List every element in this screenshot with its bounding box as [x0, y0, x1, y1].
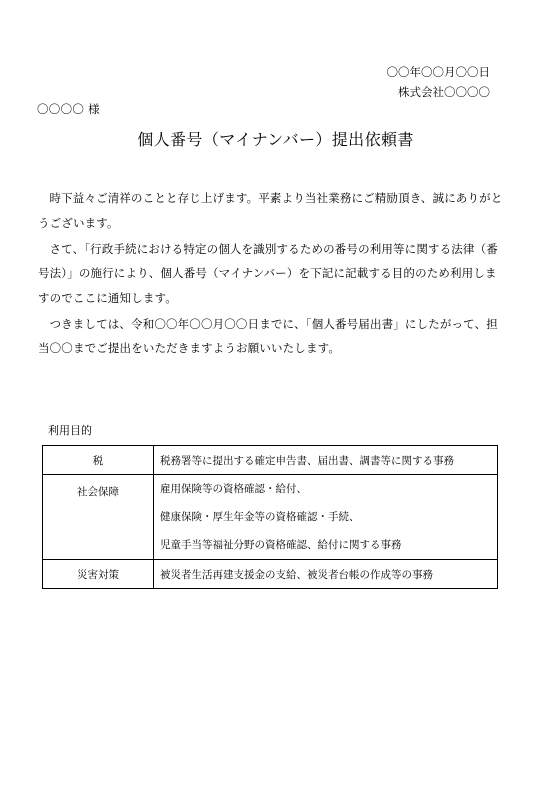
- sender-company: 株式会社〇〇〇〇: [398, 85, 490, 99]
- purpose-description: 児童手当等福祉分野の資格確認、給付に関する事務: [160, 539, 402, 551]
- purpose-description-list: [154, 475, 498, 560]
- table-row: [43, 560, 498, 589]
- table-row: [43, 446, 498, 475]
- purpose-category-disaster: 災害対策: [43, 560, 154, 589]
- purpose-description: 被災者生活再建支援金の支給、被災者台帳の作成等の事務: [154, 560, 498, 589]
- purpose-category-tax: 税: [43, 446, 154, 475]
- purpose-category-social-security: 社会保障: [43, 475, 154, 560]
- purpose-description: 健康保険・厚生年金等の資格確認・手続、: [160, 511, 360, 523]
- purpose-description: 雇用保険等の資格確認・給付、: [160, 483, 307, 495]
- body-paragraph-request: つきましては、令和〇〇年〇〇月〇〇日までに、「個人番号届出書」にしたがって、担当〇〇までご提出をいただきますようお願いいたします。: [38, 316, 498, 355]
- purpose-table: [42, 445, 498, 589]
- purpose-label: 利用目的: [48, 424, 92, 437]
- document-title: 個人番号（マイナンバー）提出依頼書: [137, 130, 414, 149]
- recipient-name: 〇〇〇〇 様: [37, 102, 100, 116]
- body-text: [38, 186, 508, 362]
- document-date: 〇〇年〇〇月〇〇日: [386, 65, 490, 79]
- table-row: [43, 475, 498, 560]
- body-paragraph-notice: さて、「行政手続における特定の個人を識別するための番号の利用等に関する法律（番号法）」の施行により、個人番号（マイナンバー）を下記に記載する目的のため利用しますのでここに通知します。: [38, 241, 498, 305]
- purpose-description: 税務署等に提出する確定申告書、届出書、調書等に関する事務: [154, 446, 498, 475]
- body-paragraph-greeting: 時下益々ご清祥のことと存じ上げます。平素より当社業務にご精励頂き、誠にありがとうございます。: [38, 191, 503, 230]
